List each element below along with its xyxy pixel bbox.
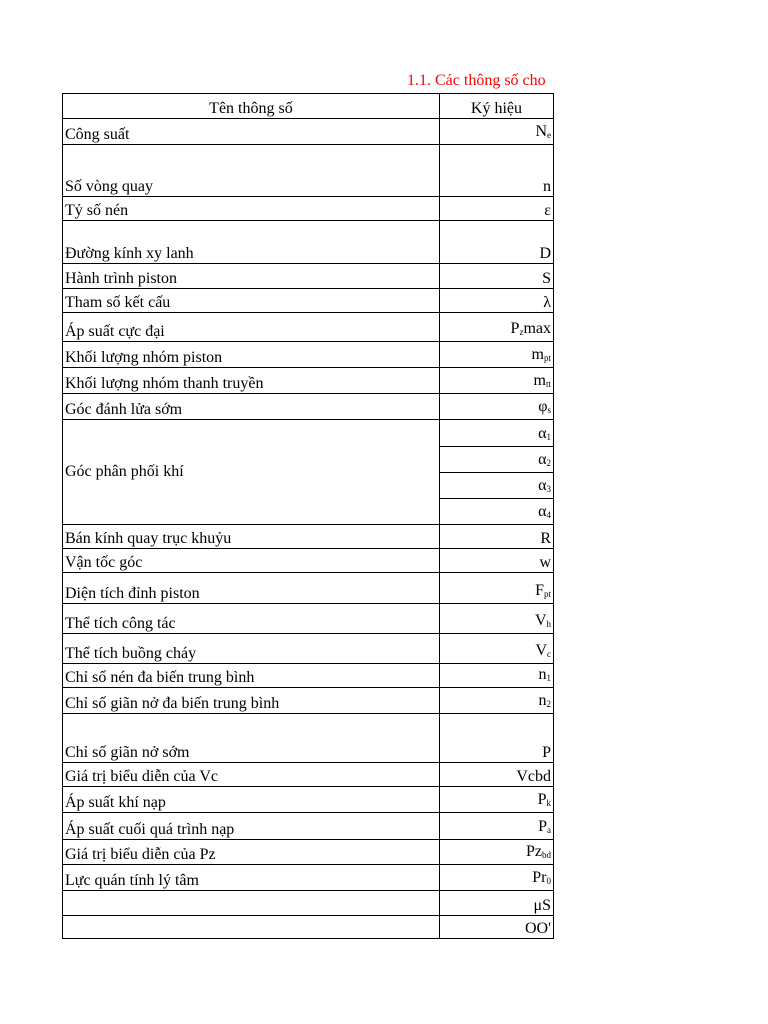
table-row [63,549,554,573]
symbol-cell [439,891,553,916]
symbol-cell [439,394,553,420]
symbol-text: λ [543,294,551,311]
symbol-cell [439,763,553,787]
parameter-name: Thể tích công tác [63,604,440,634]
symbol-text: α [538,503,547,520]
symbol-suffix: max [523,320,551,337]
parameter-name: Khối lượng nhóm piston [63,342,440,368]
parameter-name: Áp suất cực đại [63,313,440,342]
table-row [63,525,554,549]
symbol-text: V [535,642,547,659]
table-row [63,420,554,447]
parameter-name: Góc phân phối khí [63,420,440,525]
symbol-text: N [535,123,547,140]
parameter-name: Đường kính xy lanh [63,221,440,264]
symbol-text: w [539,554,551,571]
parameter-name: Chỉ số giãn nở đa biến trung bình [63,688,440,714]
symbol-cell [439,313,553,342]
symbol-cell [439,473,553,499]
parameter-name: Số vòng quay [63,145,440,197]
symbol-text: α [538,425,547,442]
parameter-name: Chỉ số giãn nở sớm [63,714,440,763]
symbol-cell [439,714,553,763]
table-row [63,394,554,420]
symbol-cell [439,525,553,549]
symbol-cell [439,813,553,840]
table-row [63,342,554,368]
symbol-text: m [531,346,544,363]
table-header-row [63,94,554,119]
symbol-cell [439,604,553,634]
table-row [63,916,554,939]
table-row [63,891,554,916]
parameter-name: Áp suất cuối quá trình nạp [63,813,440,840]
symbol-subscript: a [547,825,551,835]
symbol-cell [439,368,553,394]
symbol-subscript: k [546,798,551,808]
symbol-text: φ [538,398,548,415]
parameter-name: Tham số kết cấu [63,289,440,313]
parameter-name: Giá trị biểu diễn của Vc [63,763,440,787]
symbol-text: m [533,372,546,389]
symbol-cell [439,787,553,813]
symbol-text: Pz [526,843,542,860]
symbol-cell [439,342,553,368]
symbol-subscript: 2 [546,458,551,468]
symbol-subscript: z [519,327,524,337]
parameter-name [63,891,440,916]
symbol-cell [439,573,553,604]
symbol-cell [439,289,553,313]
symbol-text: α [538,451,547,468]
symbol-subscript: 2 [546,699,551,709]
symbol-text: P [510,320,520,337]
parameter-name [63,916,440,939]
symbol-subscript: pt [543,589,551,599]
symbol-text: Vcbd [516,768,551,785]
table-row [63,688,554,714]
symbol-cell [439,221,553,264]
parameter-name: Lực quán tính lý tâm [63,865,440,891]
symbol-cell [439,840,553,865]
table-row [63,714,554,763]
parameter-name: Công suất [63,119,440,145]
parameter-name: Bán kính quay trục khuỷu [63,525,440,549]
symbol-cell [439,447,553,473]
symbol-cell [439,664,553,688]
parameter-name: Khối lượng nhóm thanh truyền [63,368,440,394]
parameter-name: Áp suất khí nạp [63,787,440,813]
symbol-text: α [538,477,547,494]
table-row [63,865,554,891]
symbol-cell [439,197,553,221]
symbol-subscript: c [547,649,551,659]
table-row [63,313,554,342]
symbol-text: R [540,530,551,547]
table-row [63,221,554,264]
symbol-text: D [539,245,551,262]
symbol-cell [439,145,553,197]
symbol-cell [439,916,553,939]
symbol-cell [439,499,553,525]
parameter-name: Diện tích đỉnh piston [63,573,440,604]
symbol-cell [439,865,553,891]
symbol-text: n [538,692,547,709]
header-symbol: Ký hiệu [439,94,553,119]
table-row [63,119,554,145]
symbol-subscript: e [547,130,551,140]
parameter-name: Thể tích buồng cháy [63,634,440,664]
symbol-subscript: bd [542,850,551,860]
symbol-text: n [543,178,551,195]
table-row [63,634,554,664]
table-row [63,787,554,813]
symbol-text: P [537,791,547,808]
section-title: 1.1. Các thông số cho [407,72,546,89]
parameter-name: Góc đánh lửa sớm [63,394,440,420]
table-row [63,604,554,634]
table-row [63,264,554,289]
table-row [63,197,554,221]
table-row [63,840,554,865]
header-name: Tên thông số [63,94,440,119]
table-row [63,763,554,787]
symbol-cell [439,549,553,573]
symbol-cell [439,688,553,714]
symbol-cell [439,634,553,664]
symbol-text: Pr [532,869,547,886]
parameter-name: Giá trị biểu diễn của Pz [63,840,440,865]
parameter-name: Vận tốc góc [63,549,440,573]
table-row [63,368,554,394]
symbol-cell [439,119,553,145]
symbol-subscript: 4 [546,510,551,520]
parameter-name: Tỷ số nén [63,197,440,221]
symbol-text: n [538,666,547,683]
symbol-text: μS [533,897,551,914]
symbol-subscript: 1 [546,432,551,442]
symbol-cell [439,264,553,289]
symbol-subscript: tt [545,379,551,389]
table-body [63,119,554,939]
symbol-text: F [535,582,544,599]
symbol-text: S [542,270,551,287]
symbol-cell [439,420,553,447]
table-row [63,289,554,313]
parameter-name: Chỉ số nén đa biến trung bình [63,664,440,688]
table-row [63,145,554,197]
symbol-subscript: 1 [546,673,551,683]
symbol-subscript: h [546,619,551,629]
symbol-text: P [542,744,551,761]
table-row [63,573,554,604]
symbol-text: V [534,612,547,629]
table-row [63,813,554,840]
symbol-text: P [538,818,547,835]
parameter-name: Hành trình piston [63,264,440,289]
parameter-table [62,93,554,939]
symbol-text: OO' [525,920,551,937]
symbol-subscript: 3 [546,484,551,494]
symbol-subscript: s [547,405,551,415]
table-row [63,664,554,688]
symbol-text: ε [544,202,551,219]
symbol-subscript: 0 [546,876,551,886]
symbol-subscript: pt [543,353,551,363]
